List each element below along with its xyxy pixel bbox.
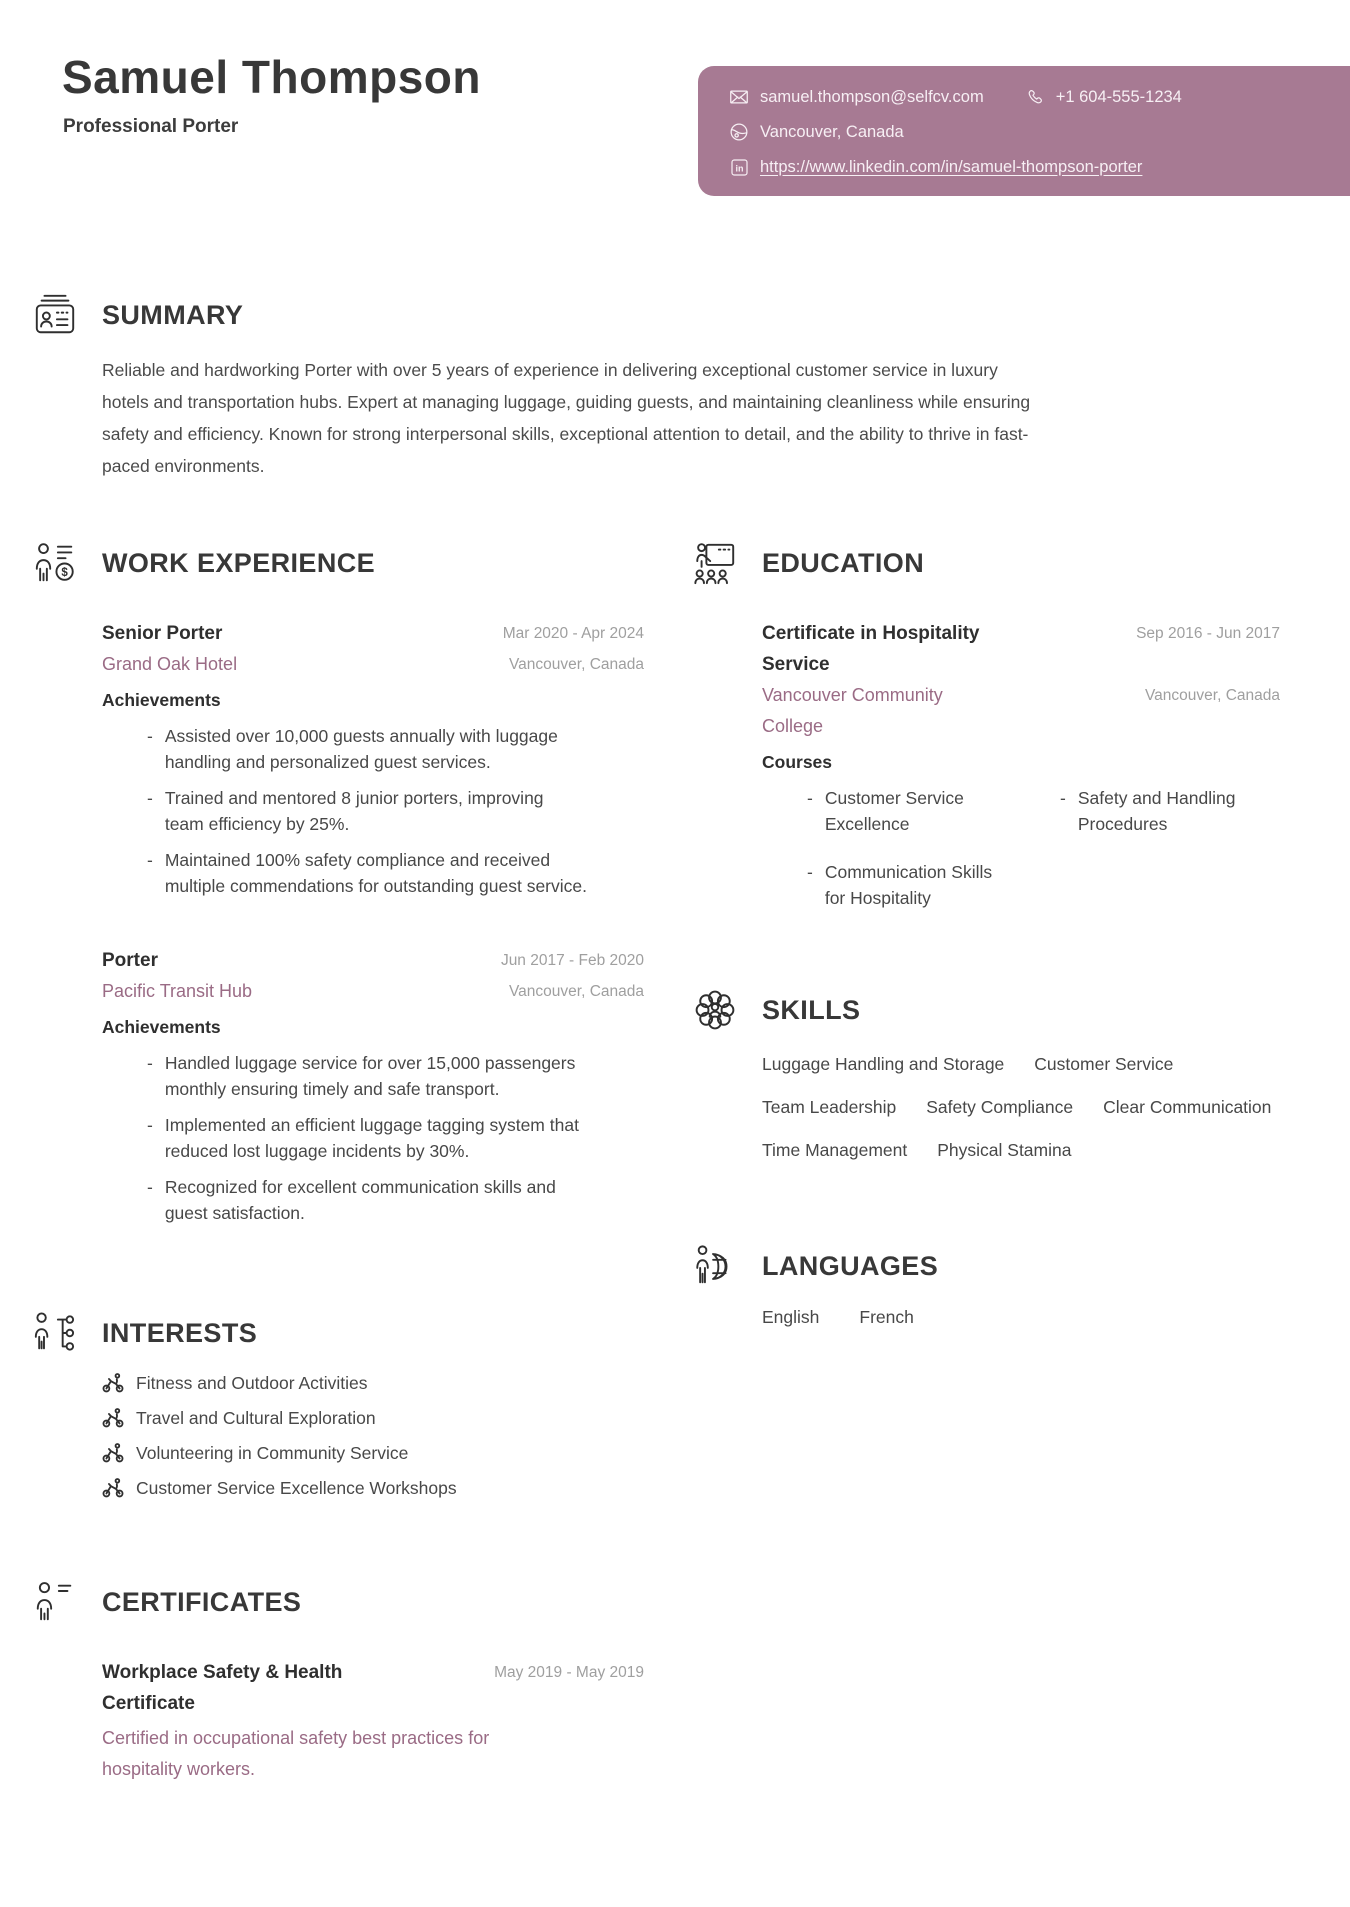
contact-location <box>728 121 904 143</box>
job-dates: Jun 2017 - Feb 2020 <box>500 952 644 969</box>
interest-item <box>102 1407 644 1429</box>
interest-item <box>102 1477 644 1499</box>
certificate-entry <box>102 1657 644 1785</box>
skill-item: Customer Service <box>1034 1054 1174 1074</box>
job-location: Vancouver, Canada <box>508 656 644 673</box>
right-column <box>680 540 1280 1328</box>
contact-email-text: samuel.thompson@selfcv.com <box>760 87 984 106</box>
teacher-presentation-icon <box>692 540 738 586</box>
cyclist-icon <box>102 1442 124 1464</box>
job-entry <box>102 618 644 899</box>
language-item: English <box>762 1307 820 1327</box>
languages-list <box>762 1307 1280 1328</box>
education-dates: Sep 2016 - Jun 2017 <box>1136 625 1280 642</box>
job-company: Grand Oak Hotel <box>102 654 238 674</box>
section-work-experience <box>32 540 644 1226</box>
section-skills <box>680 987 1280 1163</box>
person-title: Professional Porter <box>63 116 239 137</box>
education-heading: EDUCATION <box>762 547 925 578</box>
education-entry <box>762 618 1280 911</box>
contact-linkedin-link[interactable]: https://www.linkedin.com/in/samuel-thompson-porter <box>760 157 1143 176</box>
job-title: Senior Porter <box>102 623 223 644</box>
skills-heading: SKILLS <box>762 994 861 1025</box>
cyclist-icon <box>102 1407 124 1429</box>
person-globe-icon <box>692 1243 738 1289</box>
certificate-dates: May 2019 - May 2019 <box>494 1664 644 1681</box>
section-summary <box>32 292 1350 482</box>
contact-card <box>698 66 1350 196</box>
interests-header <box>32 1310 644 1356</box>
summary-header <box>32 292 1350 338</box>
work-header <box>32 540 644 586</box>
course-item: - Safety and Handling Procedures <box>1015 785 1260 837</box>
interest-text: Volunteering in Community Service <box>136 1442 409 1463</box>
globe-icon <box>728 121 750 143</box>
certificates-heading: CERTIFICATES <box>102 1586 302 1617</box>
summary-heading: SUMMARY <box>102 299 244 330</box>
summary-text: Reliable and hardworking Porter with over 5 years of experience in delivering exceptional customer service in luxury hotels and transportation hubs. Expert at managing luggage, guiding guests, and maintaining cleanliness while ensuring safety and efficiency. Known for strong interpersonal skills, exceptional attention to detail, and the ability to thrive in fast-paced environments. <box>102 360 1031 476</box>
education-school: Vancouver Community College <box>762 685 943 736</box>
svg-text:in: in <box>735 162 743 173</box>
courses-label: Courses <box>762 752 833 772</box>
interest-item <box>102 1372 644 1394</box>
skill-item: Team Leadership <box>762 1097 897 1117</box>
education-header <box>680 540 1280 586</box>
main-columns <box>0 540 1350 1785</box>
skill-item: Time Management <box>762 1140 908 1160</box>
achievement-item: - Trained and mentored 8 junior porters, improving team efficiency by 25%. <box>102 785 587 837</box>
section-interests <box>32 1310 644 1499</box>
worker-salary-icon <box>32 540 78 586</box>
job-location: Vancouver, Canada <box>508 983 644 1000</box>
courses-list <box>762 785 1280 911</box>
job-company: Pacific Transit Hub <box>102 981 253 1001</box>
contact-email <box>728 86 984 108</box>
person-name: Samuel Thompson <box>62 51 481 103</box>
svg-text:$: $ <box>61 566 68 579</box>
skill-item: Safety Compliance <box>926 1097 1074 1117</box>
achievement-item: - Recognized for excellent communication skills and guest satisfaction. <box>102 1174 587 1226</box>
id-card-icon <box>32 292 78 338</box>
person-network-icon <box>692 987 738 1033</box>
achievement-item: - Implemented an efficient luggage tagging system that reduced lost luggage incidents by 30%. <box>102 1112 587 1164</box>
certificate-title: Workplace Safety & Health Certificate <box>102 1662 343 1714</box>
contact-row-1 <box>728 86 1322 108</box>
contact-linkedin[interactable] <box>728 156 1142 178</box>
course-item: - Communication Skills for Hospitality <box>762 859 1007 911</box>
language-item: French <box>859 1307 914 1327</box>
education-degree: Certificate in Hospitality Service <box>762 623 980 675</box>
contact-row-3 <box>728 156 1322 178</box>
phone-icon <box>1024 86 1046 108</box>
interests-list <box>102 1372 644 1499</box>
achievement-item: - Handled luggage service for over 15,000 passengers monthly ensuring timely and safe transport. <box>102 1050 587 1102</box>
cyclist-icon <box>102 1372 124 1394</box>
achievements-label: Achievements <box>102 1017 221 1037</box>
achievement-item: - Maintained 100% safety compliance and received multiple commendations for outstanding guest service. <box>102 847 587 899</box>
interest-text: Fitness and Outdoor Activities <box>136 1372 368 1393</box>
contact-phone <box>1024 86 1182 108</box>
education-location: Vancouver, Canada <box>1144 687 1280 704</box>
contact-row-2 <box>728 121 1322 143</box>
section-certificates <box>32 1579 644 1785</box>
skills-header <box>680 987 1280 1033</box>
achievements-list <box>102 723 587 899</box>
contact-phone-text: +1 604-555-1234 <box>1055 87 1182 106</box>
section-education <box>680 540 1280 911</box>
interest-item <box>102 1442 644 1464</box>
achievement-item: - Assisted over 10,000 guests annually with luggage handling and personalized guest services. <box>102 723 587 775</box>
skill-item: Clear Communication <box>1103 1097 1272 1117</box>
section-languages <box>680 1243 1280 1328</box>
contact-location-text: Vancouver, Canada <box>760 122 904 141</box>
skills-list <box>762 1051 1280 1163</box>
interests-heading: INTERESTS <box>102 1317 258 1348</box>
job-title: Porter <box>102 950 158 971</box>
left-column <box>32 540 644 1785</box>
skill-item: Physical Stamina <box>937 1140 1072 1160</box>
languages-heading: LANGUAGES <box>762 1250 939 1281</box>
certificate-description: Certified in occupational safety best practices for hospitality workers. <box>102 1728 490 1779</box>
achievements-list <box>102 1050 587 1226</box>
envelope-icon <box>728 86 750 108</box>
certificates-header <box>32 1579 644 1625</box>
header <box>0 0 1350 228</box>
person-hobbies-icon <box>32 1310 78 1356</box>
person-document-icon <box>32 1579 78 1625</box>
job-entry <box>102 945 644 1226</box>
interest-text: Customer Service Excellence Workshops <box>136 1477 457 1498</box>
interest-text: Travel and Cultural Exploration <box>136 1407 376 1428</box>
linkedin-icon <box>728 156 750 178</box>
job-dates: Mar 2020 - Apr 2024 <box>502 625 644 642</box>
languages-header <box>680 1243 1280 1289</box>
work-heading: WORK EXPERIENCE <box>102 547 376 578</box>
course-item: - Customer Service Excellence <box>762 785 1007 837</box>
cyclist-icon <box>102 1477 124 1499</box>
achievements-label: Achievements <box>102 690 221 710</box>
skill-item: Luggage Handling and Storage <box>762 1054 1005 1074</box>
